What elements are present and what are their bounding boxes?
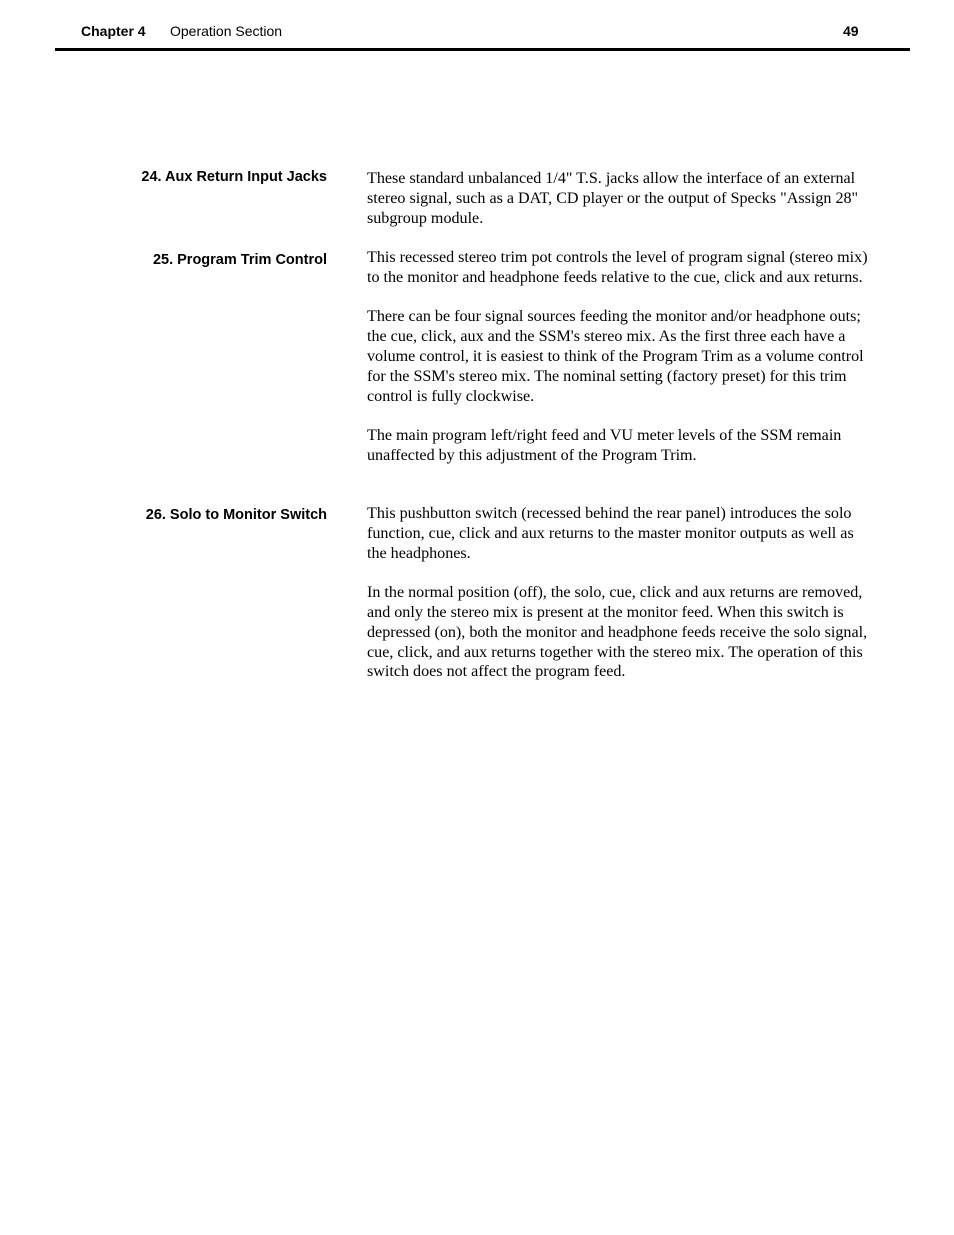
- chapter-title: Operation Section: [170, 23, 283, 39]
- section-heading: 25. Program Trim Control: [152, 252, 327, 268]
- section-body: [367, 504, 871, 682]
- paragraph: This recessed stereo trim pot controls the level of program signal (stereo mix) to the monitor and headphone feeds relative to the cue, click and aux returns.: [367, 249, 868, 286]
- paragraph: This pushbutton switch (recessed behind the rear panel) introduces the solo function, cue, click and aux returns to the master monitor outputs as well as the headphones.: [367, 505, 854, 562]
- section-heading: 26. Solo to Monitor Switch: [145, 507, 327, 523]
- paragraph: These standard unbalanced 1/4" T.S. jacks allow the interface of an external stereo signal, such as a DAT, CD player or the output of Specks "Assign 28" subgroup module.: [367, 170, 859, 227]
- header-rule: [55, 48, 910, 51]
- section-body: [367, 248, 871, 466]
- paragraph: There can be four signal sources feeding the monitor and/or headphone outs; the cue, click, aux and the SSM's stereo mix. As the first three each have a volume control, it is easiest to think of the Program Trim as a volume control for the SSM's stereo mix. The nominal setting (factory preset) for this trim control is fully clockwise.: [367, 308, 864, 405]
- paragraph: In the normal position (off), the solo, cue, click and aux returns are removed, and only the stereo mix is present at the monitor feed. When this switch is depressed (on), both the monitor and headphone feeds receive the solo signal, cue, click, and aux returns together with the stereo mix. The operation of this switch does not affect the program feed.: [367, 584, 868, 681]
- chapter-label: Chapter 4: [81, 23, 146, 39]
- page-number: 49: [843, 23, 859, 39]
- section-body: [367, 169, 871, 228]
- paragraph: The main program left/right feed and VU meter levels of the SSM remain unaffected by this adjustment of the Program Trim.: [367, 427, 842, 464]
- page-header: [0, 0, 954, 52]
- section-heading: 24. Aux Return Input Jacks: [141, 169, 327, 185]
